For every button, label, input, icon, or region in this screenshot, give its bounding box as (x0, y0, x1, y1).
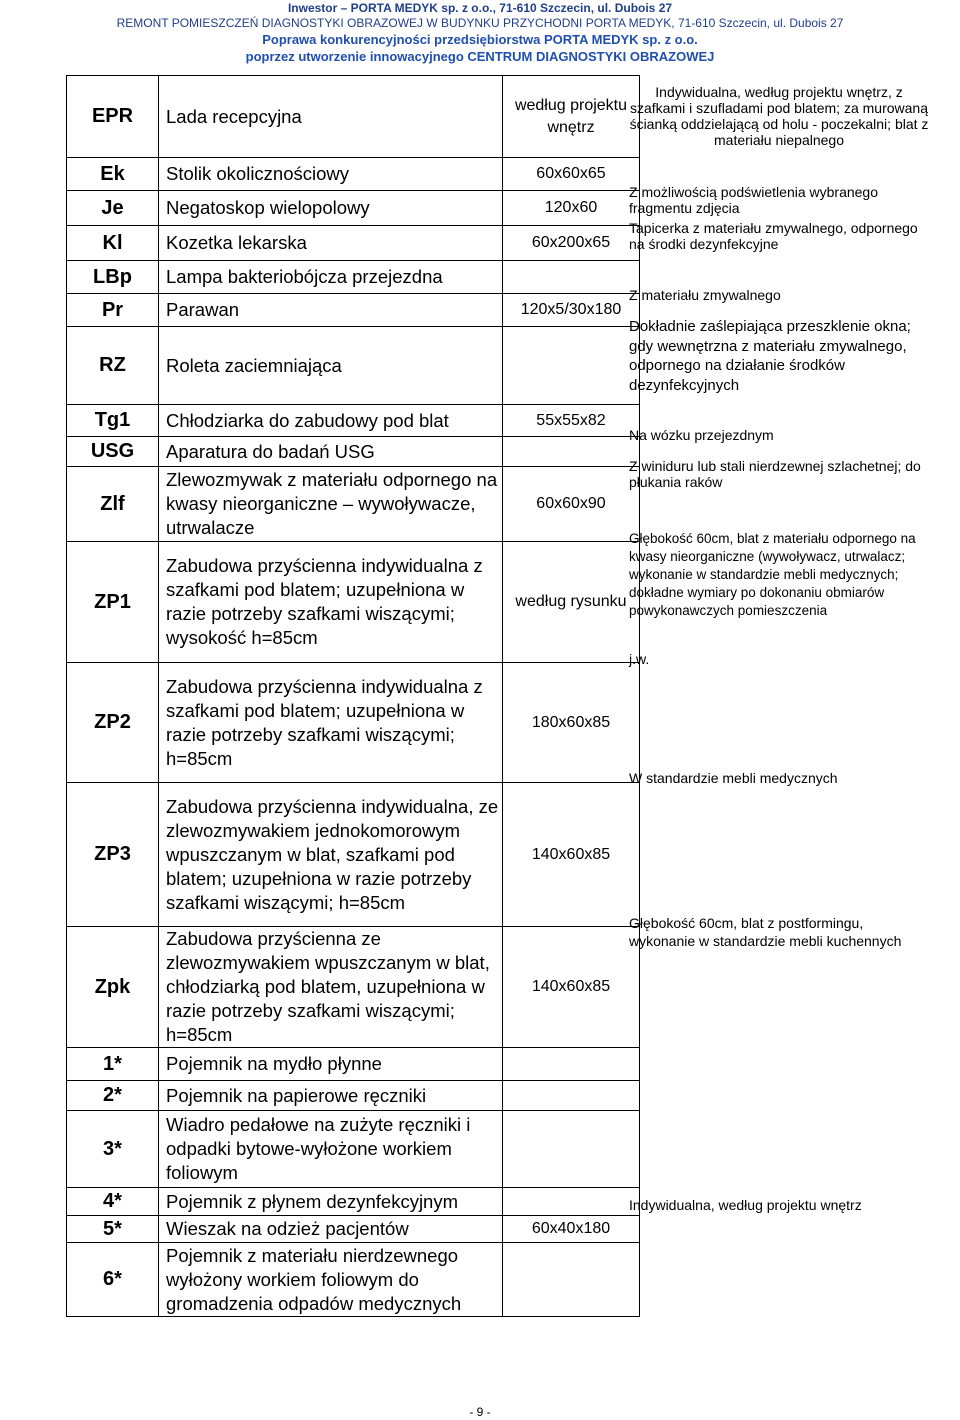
table-row (67, 1081, 640, 1111)
row-code: Ek (67, 158, 159, 191)
row-name: Pojemnik z materiału nierdzewnego wyłożony workiem foliowym do gromadzenia odpadów medycznych (159, 1243, 503, 1317)
remark-je: Z możliwością podświetlenia wybranego fragmentu zdjęcia (629, 184, 879, 216)
table-row (67, 1048, 640, 1081)
row-code: ZP2 (67, 663, 159, 783)
row-dimensions: 60x60x65 (503, 158, 640, 191)
row-dimensions: 120x5/30x180 (503, 294, 640, 327)
row-name: Negatoskop wielopolowy (159, 191, 503, 226)
row-name: Wiadro pedałowe na zużyte ręczniki i odpadki bytowe-wyłożone workiem foliowym (159, 1111, 503, 1188)
remark-zlf: Z winiduru lub stali nierdzewnej szlachetnej; do płukania raków (629, 458, 921, 490)
row-dimensions: 60x40x180 (503, 1216, 640, 1243)
program-subline: poprzez utworzenie innowacyjnego CENTRUM DIAGNOSTYKI OBRAZOWEJ (245, 49, 715, 64)
table-row (67, 542, 640, 663)
row-name: Kozetka lekarska (159, 226, 503, 261)
row-name: Lampa bakteriobójcza przejezdna (159, 261, 503, 294)
program-line: Poprawa konkurencyjności przedsiębiorstwa PORTA MEDYK sp. z o.o. (262, 32, 698, 47)
row-code: Kl (67, 226, 159, 261)
row-code: RZ (67, 327, 159, 405)
table-row (67, 663, 640, 783)
table-row (67, 226, 640, 261)
investor-line: Inwestor – PORTA MEDYK sp. z o.o., 71-610 Szczecin, ul. Dubois 27 (287, 1, 673, 15)
row-dimensions (503, 1111, 640, 1188)
row-name: Roleta zaciemniająca (159, 327, 503, 405)
remark-zp3: W standardzie mebli medycznych (629, 770, 838, 786)
row-dimensions (503, 1188, 640, 1216)
row-code: 3* (67, 1111, 159, 1188)
remark-zp2: j.w. (629, 651, 650, 667)
row-code: USG (67, 437, 159, 467)
row-dimensions (503, 437, 640, 467)
table-row (67, 76, 640, 158)
row-dimensions: 55x55x82 (503, 405, 640, 437)
row-dimensions: 180x60x85 (503, 663, 640, 783)
row-code: LBp (67, 261, 159, 294)
table-row (67, 467, 640, 542)
row-name: Zlewozmywak z materiału odpornego na kwasy nieorganiczne – wywoływacze, utrwalacze (159, 467, 503, 542)
remark-pr: Z materiału zmywalnego (629, 287, 781, 303)
row-name: Zabudowa przyścienna indywidualna z szafkami pod blatem; uzupełniona w razie potrzeby szafkami wiszącymi; h=85cm (159, 663, 503, 783)
remark-usg: Na wózku przejezdnym (629, 427, 774, 443)
table-row (67, 1111, 640, 1188)
remark-kl: Tapicerka z materiału zmywalnego, odpornego na środki dezynfekcyjne (629, 220, 918, 252)
row-code: 4* (67, 1188, 159, 1216)
row-code: EPR (67, 76, 159, 158)
row-dimensions (503, 1243, 640, 1317)
table-row (67, 437, 640, 467)
row-code: 2* (67, 1081, 159, 1111)
row-code: Tg1 (67, 405, 159, 437)
table-row (67, 158, 640, 191)
row-dimensions: 140x60x85 (503, 783, 640, 927)
row-name: Lada recepcyjna (159, 76, 503, 158)
row-code: 6* (67, 1243, 159, 1317)
table-row (67, 327, 640, 405)
row-dimensions: 120x60 (503, 191, 640, 226)
row-name: Stolik okolicznościowy (159, 158, 503, 191)
row-dimensions (503, 327, 640, 405)
project-title-line: REMONT POMIESZCZEŃ DIAGNOSTYKI OBRAZOWEJ W BUDYNKU PRZYCHODNI PORTA MEDYK, 71-610 Szczecin, ul. Dubois 27 (116, 16, 844, 30)
remark-zpk: Głębokość 60cm, blat z postformingu, wykonanie w standardzie mebli kuchennych (629, 915, 902, 949)
row-dimensions (503, 1081, 640, 1111)
row-code: ZP3 (67, 783, 159, 927)
row-name: Zabudowa przyścienna indywidualna z szafkami pod blatem; uzupełniona w razie potrzeby szafkami wiszącymi; wysokość h=85cm (159, 542, 503, 663)
row-dimensions (503, 1048, 640, 1081)
row-name: Zabudowa przyścienna indywidualna, ze zlewozmywakiem jednokomorowym wpuszczanym w blat, szafkami pod blatem; uzupełniona w razie potrzeby szafkami wiszącymi; h=85cm (159, 783, 503, 927)
row-name: Aparatura do badań USG (159, 437, 503, 467)
row-name: Pojemnik na mydło płynne (159, 1048, 503, 1081)
row-name: Pojemnik z płynem dezynfekcyjnym (159, 1188, 503, 1216)
table-row (67, 294, 640, 327)
row-code: Zlf (67, 467, 159, 542)
row-dimensions: według projektu wnętrz (503, 76, 640, 158)
row-dimensions: 60x200x65 (503, 226, 640, 261)
row-code: 5* (67, 1216, 159, 1243)
row-dimensions: według rysunku (503, 542, 640, 663)
row-code: Je (67, 191, 159, 226)
table-row (67, 1243, 640, 1317)
row-code: 1* (67, 1048, 159, 1081)
remark-rz: Dokładnie zaślepiająca przeszklenie okna; gdy wewnętrzna z materiału zmywalnego, odpornego na działanie środków dezynfekcyjnych (629, 318, 911, 394)
row-dimensions: 60x60x90 (503, 467, 640, 542)
equipment-table (66, 75, 640, 1317)
page-number: - 9 - (469, 1405, 491, 1419)
table-row (67, 783, 640, 927)
row-name: Parawan (159, 294, 503, 327)
row-name: Pojemnik na papierowe ręczniki (159, 1081, 503, 1111)
row-name: Zabudowa przyścienna ze zlewozmywakiem wpuszczanym w blat, chłodziarką pod blatem, uzupełniona w razie potrzeby szafkami wiszącymi; h=85cm (159, 927, 503, 1048)
table-row (67, 191, 640, 226)
table-row (67, 1188, 640, 1216)
row-dimensions (503, 261, 640, 294)
row-code: Pr (67, 294, 159, 327)
row-dimensions: 140x60x85 (503, 927, 640, 1048)
table-row (67, 405, 640, 437)
row-name: Wieszak na odzież pacjentów (159, 1216, 503, 1243)
table-row (67, 1216, 640, 1243)
table-row (67, 261, 640, 294)
remark-zp1: Głębokość 60cm, blat z materiału odpornego na kwasy nieorganiczne (wywoływacz, utrwalacz; wykonanie w standardzie mebli medycznych; dokładne wymiary po dokonaniu obmiarów powykonawczych pomieszczenia (629, 531, 916, 618)
row-name: Chłodziarka do zabudowy pod blat (159, 405, 503, 437)
remark-5: Indywidualna, według projektu wnętrz (629, 1197, 862, 1213)
row-code: ZP1 (67, 542, 159, 663)
row-code: Zpk (67, 927, 159, 1048)
remark-epr: Indywidualna, według projektu wnętrz, z szafkami i szufladami pod blatem; za murowaną ścianką oddzielającą od holu - poczekalni; blat z materiału niepalnego (629, 84, 929, 148)
table-row (67, 927, 640, 1048)
